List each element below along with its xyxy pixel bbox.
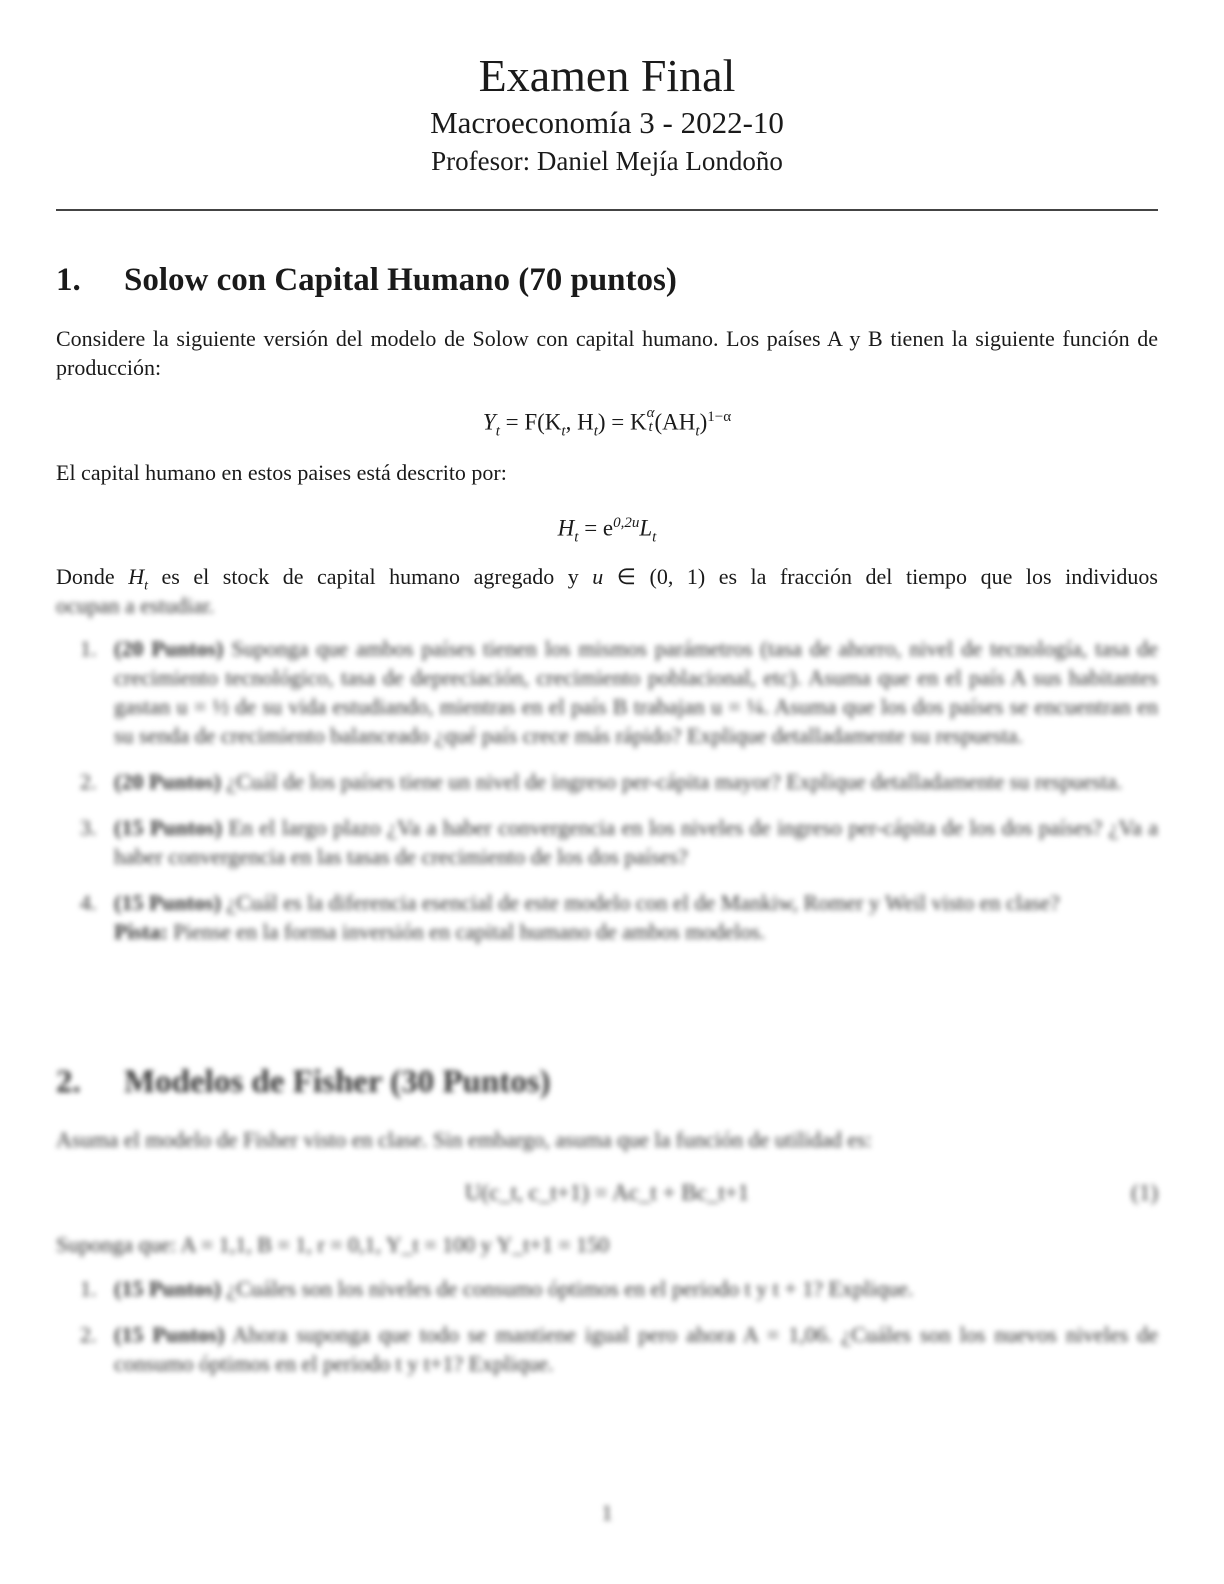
question-text: ¿Cuáles son los niveles de consumo óptimos en el periodo t y t + 1? Explique. bbox=[226, 1276, 914, 1301]
page-number: 1 bbox=[601, 1500, 613, 1525]
question-item bbox=[56, 888, 1158, 946]
eq1-part3: ) = K bbox=[597, 409, 647, 435]
section-2-heading bbox=[56, 1062, 551, 1102]
professor-line: Profesor: Daniel Mejía Londoño bbox=[431, 146, 783, 176]
hint-text: Piense en la forma inversión en capital humano de ambos modelos. bbox=[173, 919, 766, 944]
section-2-number: 2. bbox=[56, 1064, 81, 1100]
utility-equation-text: U(c_t, c_t+1) = Ac_t + Bc_t+1 bbox=[464, 1180, 750, 1205]
section-2-questions bbox=[56, 1274, 1158, 1395]
question-points: (15 Puntos) bbox=[114, 1322, 225, 1347]
question-points: (15 Puntos) bbox=[114, 815, 222, 840]
question-text: ¿Cuál es la diferencia esencial de este modelo con el de Mankiw, Romer y Weil visto en clase? bbox=[226, 890, 1060, 915]
eq1-k-sup: α bbox=[646, 405, 655, 422]
question-number: 1. bbox=[80, 636, 97, 661]
question-points: (15 Puntos) bbox=[114, 1276, 221, 1301]
question-item bbox=[56, 1274, 1158, 1303]
section-1-intro: Considere la siguiente versión del modelo de Solow con capital humano. Los países A y B tienen la siguiente función de producción: bbox=[56, 326, 1158, 380]
definition-mid: es el stock de capital humano agregado y bbox=[147, 564, 593, 589]
eq2-lhs-sub: t bbox=[574, 529, 579, 546]
eq1-part4-sub: t bbox=[695, 423, 700, 440]
eq2-rhs: L bbox=[639, 515, 653, 541]
question-number: 2. bbox=[80, 1322, 97, 1347]
section-2-assumptions: Suponga que: A = 1,1, B = 1, r = 0,1, Y_t = 100 y Y_t+1 = 150 bbox=[56, 1232, 610, 1257]
utility-function-equation bbox=[56, 1178, 1158, 1208]
question-points: (20 Puntos) bbox=[114, 769, 221, 794]
eq1-part2-sub: t bbox=[593, 423, 598, 440]
definition-var-sub: t bbox=[144, 578, 148, 594]
question-text: ¿Cuál de los países tiene un nivel de ingreso per-cápita mayor? Explique detalladamente su respuesta. bbox=[226, 769, 1123, 794]
course-subtitle: Macroeconomía 3 - 2022-10 bbox=[430, 105, 784, 140]
eq1-exponent: 1−α bbox=[707, 409, 732, 425]
question-points: (15 Puntos) bbox=[114, 890, 221, 915]
eq1-lhs: Y bbox=[482, 409, 496, 435]
question-item bbox=[56, 1320, 1158, 1378]
section-1-questions bbox=[56, 634, 1158, 963]
question-text: En el largo plazo ¿Va a haber convergencia en los niveles de ingreso per-cápita de los dos países? ¿Va a haber convergencia en las tasas de crecimiento de los dos países? bbox=[114, 815, 1159, 869]
section-1-title: Solow con Capital Humano (70 puntos) bbox=[124, 262, 677, 298]
question-number: 1. bbox=[80, 1276, 97, 1301]
eq1-lhs-sub: t bbox=[495, 423, 500, 440]
eq2-rhs-sub: t bbox=[652, 529, 657, 546]
human-capital-equation bbox=[56, 508, 1158, 552]
definition-start: Donde bbox=[56, 564, 115, 589]
question-number: 2. bbox=[80, 769, 97, 794]
question-text: Ahora suponga que todo se mantiene igual pero ahora A = 1,06. ¿Cuáles son los nuevos niveles de consumo óptimos en el periodo t y t+1? Explique. bbox=[114, 1322, 1158, 1376]
question-text: Suponga que ambos países tienen los mismos parámetros (tasa de ahorro, nivel de tecnología, tasa de crecimiento tecnológico, tasa de depreciación, crecimiento poblacional, etc). Asuma que en el país A sus habitantes gastan u = ½ de su vida estudiando, mientras en el país B trabajan u = ¼. Asuma que los dos países se encuentran en su senda de crecimiento balanceado ¿qué país crece más rápido? Explique detalladamente su respuesta. bbox=[114, 636, 1159, 748]
question-number: 4. bbox=[80, 890, 97, 915]
equation-number: (1) bbox=[1131, 1180, 1158, 1205]
document-title: Examen Final bbox=[478, 50, 736, 101]
eq2-mid: = e bbox=[578, 515, 614, 541]
question-points: (20 Puntos) bbox=[114, 636, 224, 661]
section-2-intro: Asuma el modelo de Fisher visto en clase. Sin embargo, asuma que la función de utilidad es: bbox=[56, 1127, 872, 1152]
section-1-heading bbox=[56, 260, 677, 300]
eq1-part1-sub: t bbox=[561, 423, 566, 440]
definition-var: H bbox=[128, 564, 145, 589]
definition-set: ∈ (0, 1) es la fracción del tiempo que los individuos bbox=[603, 564, 1158, 589]
question-number: 3. bbox=[80, 815, 97, 840]
eq1-part1: = F(K bbox=[499, 409, 562, 435]
question-item bbox=[56, 634, 1158, 750]
production-function-equation bbox=[56, 402, 1158, 446]
question-item bbox=[56, 813, 1158, 871]
eq1-k-sub: t bbox=[648, 419, 653, 436]
eq1-part2: , H bbox=[565, 409, 594, 435]
section-1-number: 1. bbox=[56, 262, 81, 298]
eq2-lhs: H bbox=[557, 515, 575, 541]
title-divider bbox=[56, 209, 1158, 211]
eq1-part5: ) bbox=[699, 409, 708, 435]
eq1-part4: (AH bbox=[654, 409, 696, 435]
section-2-title: Modelos de Fisher (30 Puntos) bbox=[124, 1064, 551, 1100]
hint-label: Pista: bbox=[114, 919, 168, 944]
definition-end: ocupan a estudiar. bbox=[56, 593, 215, 618]
human-capital-text: El capital humano en estos paises está descrito por: bbox=[56, 460, 507, 485]
title-block bbox=[56, 0, 1158, 178]
eq2-exponent: 0,2u bbox=[613, 515, 640, 531]
question-item bbox=[56, 767, 1158, 796]
definition-u: u bbox=[592, 564, 604, 589]
